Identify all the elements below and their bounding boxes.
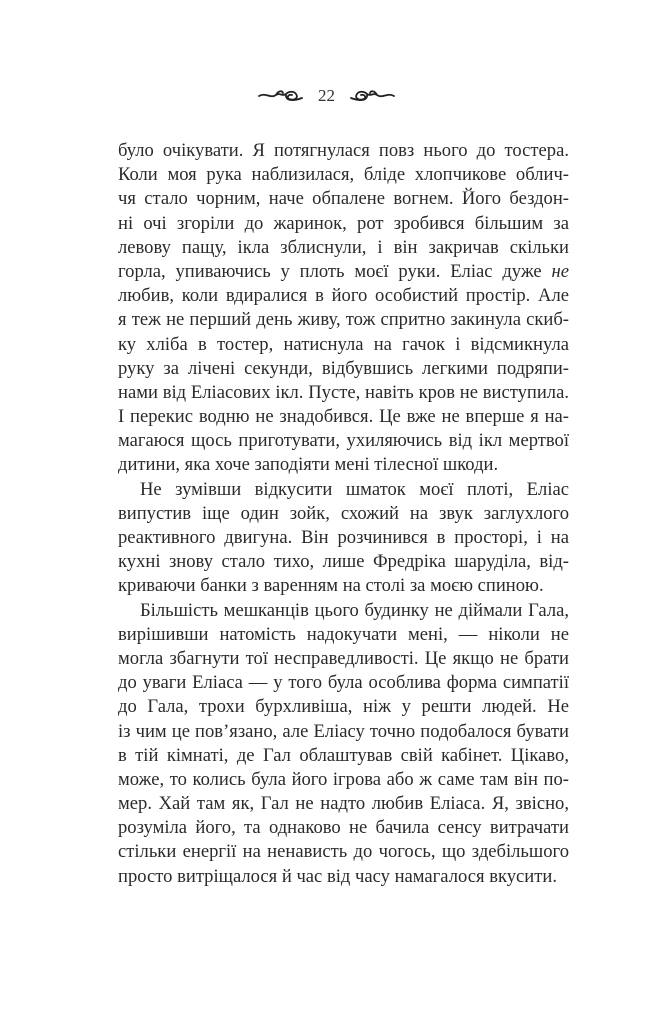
left-ornament-icon	[258, 88, 304, 104]
text-line-content: магаюся щось приготувати, ухиляючись від ікл мертвої	[118, 430, 569, 452]
body-text	[118, 139, 569, 889]
text-line-content: кухні знову стало тихо, лише Фредріка шаруділа, від-	[118, 551, 569, 573]
text-line	[118, 260, 569, 284]
page-header	[0, 82, 653, 110]
text-line	[118, 840, 569, 864]
text-line	[118, 212, 569, 236]
text-line	[118, 526, 569, 550]
text-line-content: дитини, яка хоче заподіяти мені тілесної шкоди.	[118, 454, 499, 476]
text-line-content: І перекис водню не знадобився. Це вже не вперше я на-	[118, 406, 569, 428]
text-line	[118, 357, 569, 381]
text-line-content: левову пащу, ікла зблиснули, і він закричав скільки	[118, 236, 569, 258]
text-line-content: розуміла його, та однаково не бачила сенсу витрачати	[118, 817, 569, 839]
text-line-content: чя стало чорним, наче обпалене вогнем. Його бездон-	[118, 188, 569, 210]
page-number: 22	[318, 86, 335, 105]
text-line	[118, 187, 569, 211]
text-line	[118, 405, 569, 429]
text-line-content: реактивного двигуна. Він розчинився в просторі, і на	[118, 527, 569, 548]
text-line	[118, 550, 569, 574]
text-line	[118, 502, 569, 526]
text-line	[118, 647, 569, 671]
text-line	[118, 284, 569, 308]
text-line-content: могла збагнути тої несправедливості. Це якщо не брати	[118, 647, 569, 669]
text-line-content: випустив іще один зойк, схожий на звук заглухлого	[118, 502, 569, 524]
text-line-content: криваючи банки з варенням на столі за моєю спиною.	[118, 575, 544, 597]
right-ornament-icon	[349, 88, 395, 104]
text-line	[118, 308, 569, 332]
text-line	[118, 816, 569, 840]
text-line	[118, 236, 569, 260]
text-line-content: просто витріщалося й час від часу намагалося вкусити.	[118, 865, 557, 887]
text-line	[118, 139, 569, 163]
emphasized-word: не	[551, 260, 569, 282]
text-line-content: любив, коли вдиралися в його особистий простір. Але	[118, 285, 569, 307]
text-line	[118, 478, 569, 502]
text-line-content: було очікувати. Я потягнулася повз нього до тостера.	[118, 140, 569, 161]
text-line-content: нами від Еліасових ікл. Пусте, навіть кров не виступила.	[118, 381, 569, 403]
text-line	[118, 720, 569, 744]
text-line-content: я теж не перший день живу, тож спритно закинула скиб-	[118, 309, 569, 331]
text-line-content: мер. Хай там як, Гал не надто любив Еліаса. Я, звісно,	[118, 793, 569, 815]
text-line	[118, 333, 569, 357]
text-line	[118, 381, 569, 405]
text-line-content: стільки енергії на ненависть до чогось, що здебільшого	[118, 841, 569, 863]
text-line-content: із чим це пов’язано, але Еліасу точно подобалося бувати	[118, 720, 569, 742]
text-line	[118, 671, 569, 695]
text-line	[118, 865, 569, 889]
text-line	[118, 574, 569, 598]
text-line-content: горла, упиваючись у плоть моєї руки. Еліас дуже	[118, 260, 542, 282]
text-line-content: ку хліба в тостер, натиснула на гачок і відсмикнула	[118, 333, 569, 355]
text-line	[118, 429, 569, 453]
text-line-content: до Гала, трохи бурхливіша, ніж у решти людей. Не	[118, 696, 569, 718]
text-line	[118, 768, 569, 792]
text-line-content: до уваги Еліаса — у того була особлива форма симпатії	[118, 672, 569, 694]
text-line-content: може, то колись була його ігрова або ж саме там він по-	[118, 768, 569, 790]
text-line	[118, 792, 569, 816]
text-line	[118, 599, 569, 623]
text-line-content: Не зумівши відкусити шматок моєї плоті, Еліас	[140, 478, 569, 500]
text-line	[118, 453, 569, 477]
text-line	[118, 623, 569, 647]
text-line	[118, 163, 569, 187]
text-line-content: Коли моя рука наблизилася, бліде хлопчикове облич-	[118, 164, 569, 186]
text-line-content: руку за лічені секунди, відбувшись легкими подряпи-	[118, 357, 569, 379]
text-line	[118, 695, 569, 719]
text-line-content: в тій кімнаті, де Гал облаштував свій кабінет. Цікаво,	[118, 744, 569, 766]
text-line-content: Більшість мешканців цього будинку не діймали Гала,	[140, 599, 569, 621]
text-line	[118, 744, 569, 768]
text-line-content: вирішивши натомість надокучати мені, — ніколи не	[118, 623, 569, 645]
text-line-content: ні очі згоріли до жаринок, рот зробився більшим за	[118, 212, 569, 234]
